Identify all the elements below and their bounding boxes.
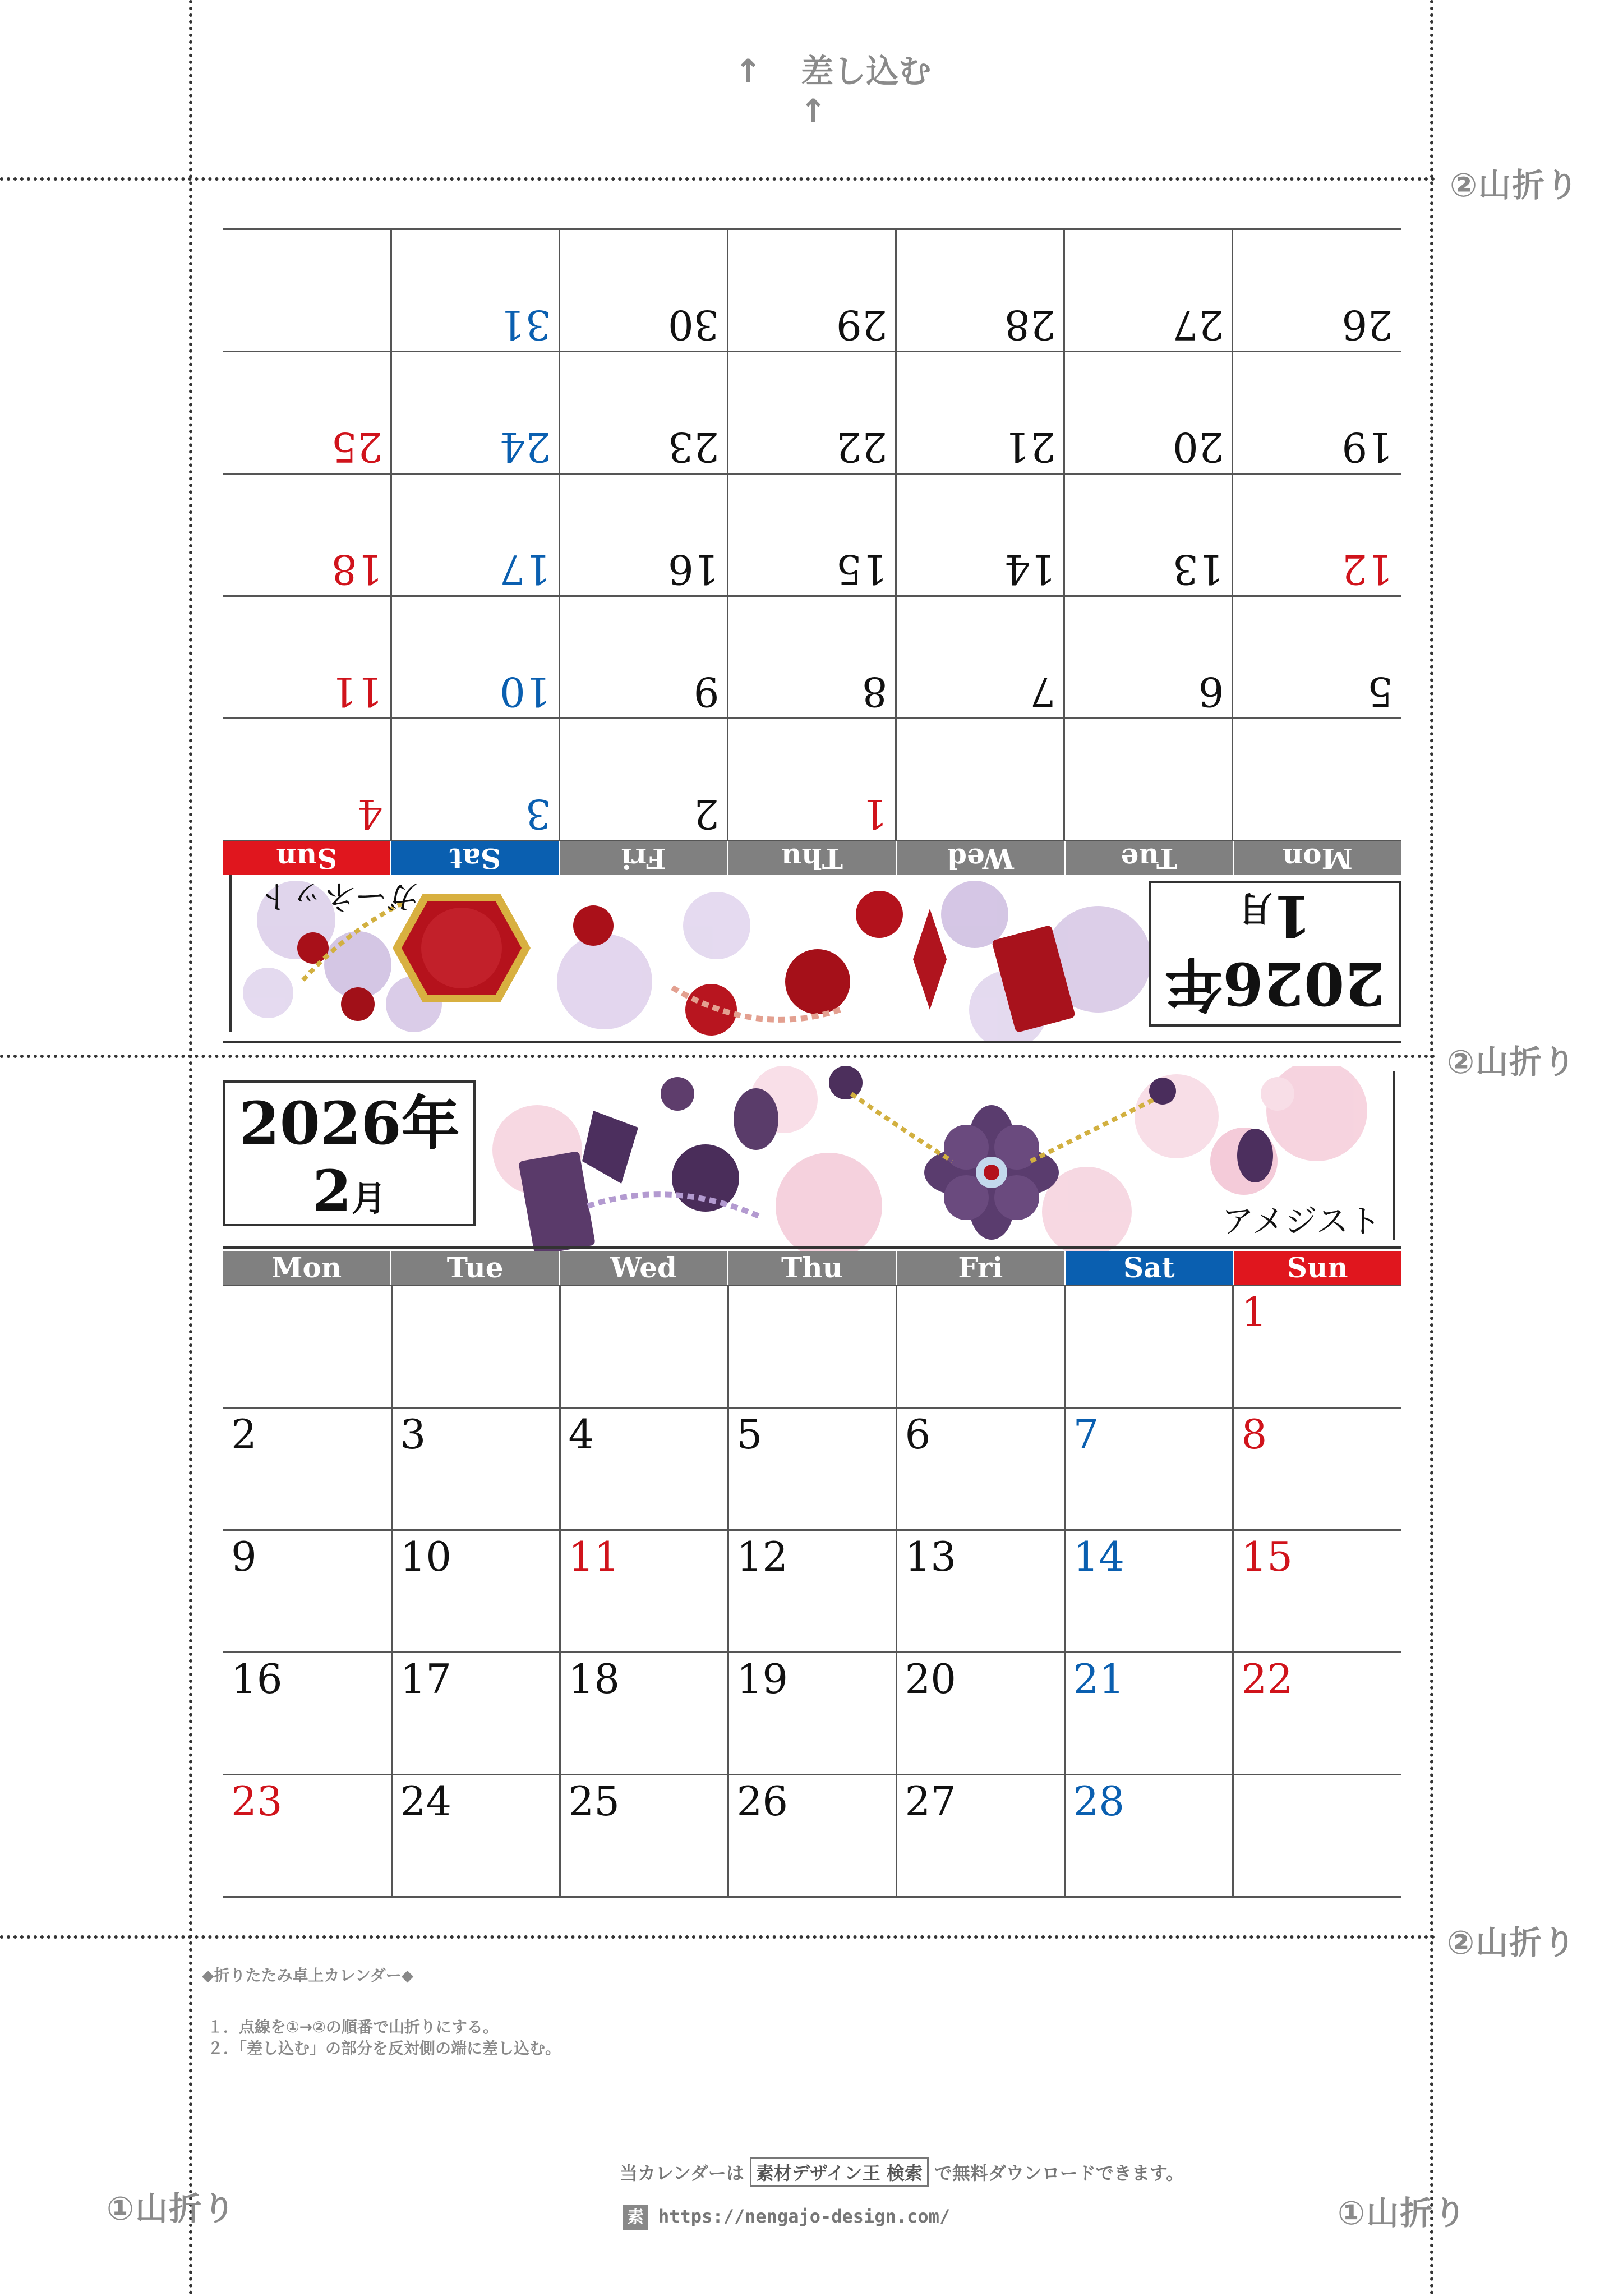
week-row: [223, 1286, 1401, 1408]
day-cell: 26: [1233, 229, 1401, 352]
weekday-tue: Tue: [1064, 841, 1232, 875]
day-cell: [1064, 719, 1233, 841]
week-row: [223, 1408, 1401, 1530]
day-cell: 6: [896, 1408, 1064, 1530]
day-cell: [391, 1286, 560, 1408]
day-cell: [1233, 719, 1401, 841]
day-cell: 9: [223, 1530, 391, 1653]
day-cell-holiday: 11: [560, 1530, 728, 1653]
fold-line-middle: [0, 1055, 1436, 1058]
january-banner-top-line: [223, 1041, 1401, 1043]
day-cell: 24: [391, 1775, 560, 1897]
day-cell-sat: 28: [1064, 1775, 1233, 1897]
day-cell-sat: 21: [1064, 1653, 1233, 1775]
january-gem-name: ガーネット: [258, 877, 419, 915]
fold-label-bottom: ②山折り: [1447, 1924, 1577, 1962]
day-cell-sat: 10: [391, 596, 560, 719]
day-cell: 4: [560, 1408, 728, 1530]
january-banner: [223, 858, 1401, 1043]
site-url[interactable]: [623, 2205, 950, 2230]
weekday-tue: Tue: [391, 1251, 560, 1285]
day-cell: 28: [896, 229, 1064, 352]
insert-text: 差し込む: [801, 52, 932, 90]
day-cell-sat: 14: [1064, 1530, 1233, 1653]
day-cell-sat: 24: [391, 352, 560, 474]
week-row: [223, 229, 1401, 352]
fold-label-middle: ②山折り: [1447, 1043, 1577, 1081]
day-cell-sun: 15: [1233, 1530, 1401, 1653]
day-cell-sat: 7: [1064, 1408, 1233, 1530]
day-cell: 9: [560, 596, 728, 719]
february-month: 2月: [312, 1158, 386, 1224]
fold-line-left: [189, 0, 192, 2296]
february-panel: [223, 1066, 1401, 1896]
january-year: 2026年: [1164, 949, 1385, 1018]
site-url-link[interactable]: https://nengajo-design.com/: [658, 2206, 951, 2227]
february-weekday-header: [223, 1251, 1401, 1285]
week-row: [223, 474, 1401, 596]
day-cell: [896, 719, 1064, 841]
day-cell-sun: 25: [223, 352, 391, 474]
february-banner: [223, 1066, 1401, 1251]
week-row: [223, 1530, 1401, 1653]
day-cell: 25: [560, 1775, 728, 1897]
weekday-fri: Fri: [559, 841, 727, 875]
day-cell: [560, 1286, 728, 1408]
day-cell: [728, 1286, 896, 1408]
day-cell: 20: [1064, 352, 1233, 474]
january-panel: [223, 213, 1401, 1043]
day-cell-holiday: 1: [728, 719, 896, 841]
day-cell: [223, 229, 391, 352]
day-cell: 15: [728, 474, 896, 596]
fold-label-left: ①山折り: [107, 2189, 237, 2228]
week-row: [223, 352, 1401, 474]
day-cell: 29: [728, 229, 896, 352]
weekday-sat: Sat: [1066, 1251, 1234, 1285]
february-banner-bottom-line: [223, 1246, 1401, 1249]
february-day-grid: [223, 1285, 1401, 1898]
weekday-thu: Thu: [728, 1251, 897, 1285]
day-cell: 5: [1233, 596, 1401, 719]
january-title-box: [1149, 881, 1401, 1027]
february-title-box: [223, 1080, 476, 1226]
day-cell: 18: [560, 1653, 728, 1775]
day-cell: [223, 1286, 391, 1408]
fold-line-right: [1430, 0, 1433, 2296]
january-weekday-header: [223, 841, 1401, 875]
day-cell: 13: [1064, 474, 1233, 596]
day-cell: [1233, 1775, 1401, 1897]
day-cell-sun: 1: [1233, 1286, 1401, 1408]
week-row: [223, 1653, 1401, 1775]
day-cell: 7: [896, 596, 1064, 719]
instructions-title: ◆折りたたみ卓上カレンダー◆: [202, 1966, 414, 1985]
day-cell: 17: [391, 1653, 560, 1775]
weekday-sun: Sun: [1234, 1251, 1401, 1285]
footer-download-note: 当カレンダーは 素材デザイン王 検索 で無料ダウンロードできます。: [620, 2157, 1184, 2187]
day-cell: 27: [1064, 229, 1233, 352]
day-cell: 8: [728, 596, 896, 719]
arrow-up-icon: ↑: [734, 52, 762, 90]
day-cell-sun: 8: [1233, 1408, 1401, 1530]
february-gem-name: アメジスト: [1221, 1202, 1381, 1240]
fold-line-bottom: [0, 1935, 1436, 1939]
day-cell: 30: [560, 229, 728, 352]
weekday-thu: Thu: [727, 841, 895, 875]
day-cell-holiday: 23: [223, 1775, 391, 1897]
instruction-step-1: １．点線を①→②の順番で山折りにする。: [208, 2018, 499, 2036]
instruction-step-2: ２．「差し込む」の部分を反対側の端に差し込む。: [208, 2039, 561, 2058]
day-cell: 2: [560, 719, 728, 841]
day-cell: 12: [728, 1530, 896, 1653]
fold-line-top: [0, 177, 1436, 181]
day-cell: 20: [896, 1653, 1064, 1775]
day-cell: 2: [223, 1408, 391, 1530]
february-banner-divider: [1393, 1071, 1395, 1240]
weekday-wed: Wed: [560, 1251, 728, 1285]
day-cell: 23: [560, 352, 728, 474]
january-month: 1月: [1238, 883, 1312, 949]
weekday-fri: Fri: [897, 1251, 1066, 1285]
day-cell: 16: [560, 474, 728, 596]
day-cell-sat: [1064, 1286, 1233, 1408]
day-cell-sun: 11: [223, 596, 391, 719]
site-logo-icon: 素: [623, 2205, 648, 2230]
day-cell: 3: [391, 1408, 560, 1530]
day-cell: [896, 1286, 1064, 1408]
day-cell: 5: [728, 1408, 896, 1530]
day-cell: 6: [1064, 596, 1233, 719]
day-cell: 19: [728, 1653, 896, 1775]
day-cell: 19: [1233, 352, 1401, 474]
week-row: [223, 719, 1401, 841]
day-cell-sat: 31: [391, 229, 560, 352]
day-cell-holiday: 12: [1233, 474, 1401, 596]
day-cell: 21: [896, 352, 1064, 474]
day-cell: 27: [896, 1775, 1064, 1897]
day-cell: 22: [728, 352, 896, 474]
weekday-sat: Sat: [390, 841, 558, 875]
search-box[interactable]: 素材デザイン王 検索: [750, 2157, 929, 2187]
day-cell: 10: [391, 1530, 560, 1653]
week-row: [223, 1775, 1401, 1897]
day-cell-sat: 17: [391, 474, 560, 596]
day-cell-sun: 4: [223, 719, 391, 841]
february-year: 2026年: [239, 1089, 460, 1158]
day-cell-sun: 22: [1233, 1653, 1401, 1775]
day-cell: 14: [896, 474, 1064, 596]
fold-label-top: ②山折り: [1450, 166, 1580, 204]
arrow-up-icon: ↑: [799, 92, 827, 130]
day-cell: 16: [223, 1653, 391, 1775]
day-cell-sat: 3: [391, 719, 560, 841]
january-banner-divider: [229, 864, 232, 1032]
fold-label-right: ①山折り: [1338, 2194, 1468, 2232]
weekday-sun: Sun: [223, 841, 390, 875]
day-cell: 13: [896, 1530, 1064, 1653]
search-button[interactable]: 検索: [886, 2162, 923, 2184]
weekday-wed: Wed: [896, 841, 1064, 875]
weekday-mon: Mon: [1233, 841, 1401, 875]
insert-label: [656, 45, 970, 130]
january-day-grid: [223, 228, 1401, 841]
week-row: [223, 596, 1401, 719]
day-cell: 26: [728, 1775, 896, 1897]
weekday-mon: Mon: [223, 1251, 391, 1285]
day-cell-sun: 18: [223, 474, 391, 596]
